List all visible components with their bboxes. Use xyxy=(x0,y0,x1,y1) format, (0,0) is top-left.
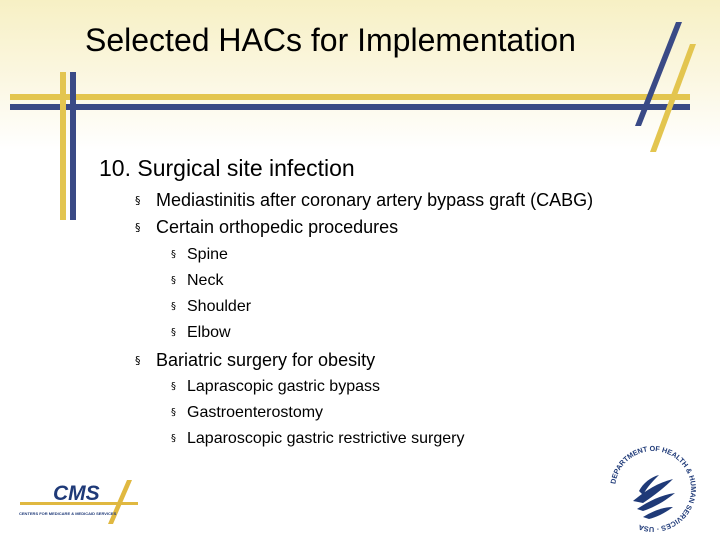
bullet-icon: § xyxy=(171,433,176,444)
sub-bullet-text: Elbow xyxy=(187,324,231,341)
bullet-icon: § xyxy=(171,327,176,338)
bullet-icon: § xyxy=(171,381,176,392)
bullet-item xyxy=(135,217,398,238)
sub-bullet-item xyxy=(171,246,228,264)
eagle-icon xyxy=(633,475,675,519)
sub-bullet-text: Neck xyxy=(187,272,224,289)
sub-bullet-item xyxy=(171,272,223,290)
gold-vertical-line xyxy=(60,72,66,220)
navy-vertical-line xyxy=(70,72,76,220)
cms-logo-wordmark: CMS xyxy=(53,482,100,505)
sub-bullet-item xyxy=(171,404,323,422)
hhs-seal-ring-text: DEPARTMENT OF HEALTH & HUMAN SERVICES · USA xyxy=(608,443,699,535)
gold-band xyxy=(10,94,690,100)
sub-bullet-item xyxy=(171,298,251,316)
sub-bullet-text: Spine xyxy=(187,246,228,263)
bullet-item xyxy=(135,350,375,371)
bullet-text: Mediastinitis after coronary artery bypass graft (CABG) xyxy=(156,190,594,210)
bullet-icon: § xyxy=(135,221,141,234)
cms-logo-tagline: CENTERS FOR MEDICARE & MEDICAID SERVICES xyxy=(19,511,117,516)
bullet-icon: § xyxy=(171,275,176,286)
bullet-icon: § xyxy=(135,194,141,207)
bullet-text: Bariatric surgery for obesity xyxy=(156,350,376,370)
slide-title: Selected HACs for Implementation xyxy=(85,22,576,58)
navy-diagonal-line xyxy=(635,22,682,126)
bullet-item xyxy=(135,190,593,211)
cms-logo xyxy=(15,478,140,526)
sub-bullet-item xyxy=(171,324,231,342)
bullet-icon: § xyxy=(171,249,176,260)
bullet-icon: § xyxy=(171,407,176,418)
sub-bullet-item xyxy=(171,430,464,448)
sub-bullet-item xyxy=(171,378,380,396)
bullet-icon: § xyxy=(135,354,141,367)
navy-band xyxy=(10,104,690,110)
sub-bullet-text: Laparoscopic gastric restrictive surgery xyxy=(187,430,465,447)
sub-bullet-text: Gastroenterostomy xyxy=(187,404,324,421)
section-heading: 10. Surgical site infection xyxy=(99,155,355,181)
sub-bullet-text: Shoulder xyxy=(187,298,252,315)
hhs-seal xyxy=(603,439,703,539)
sub-bullet-text: Laprascopic gastric bypass xyxy=(187,378,380,395)
bullet-icon: § xyxy=(171,301,176,312)
bullet-text: Certain orthopedic procedures xyxy=(156,217,399,237)
